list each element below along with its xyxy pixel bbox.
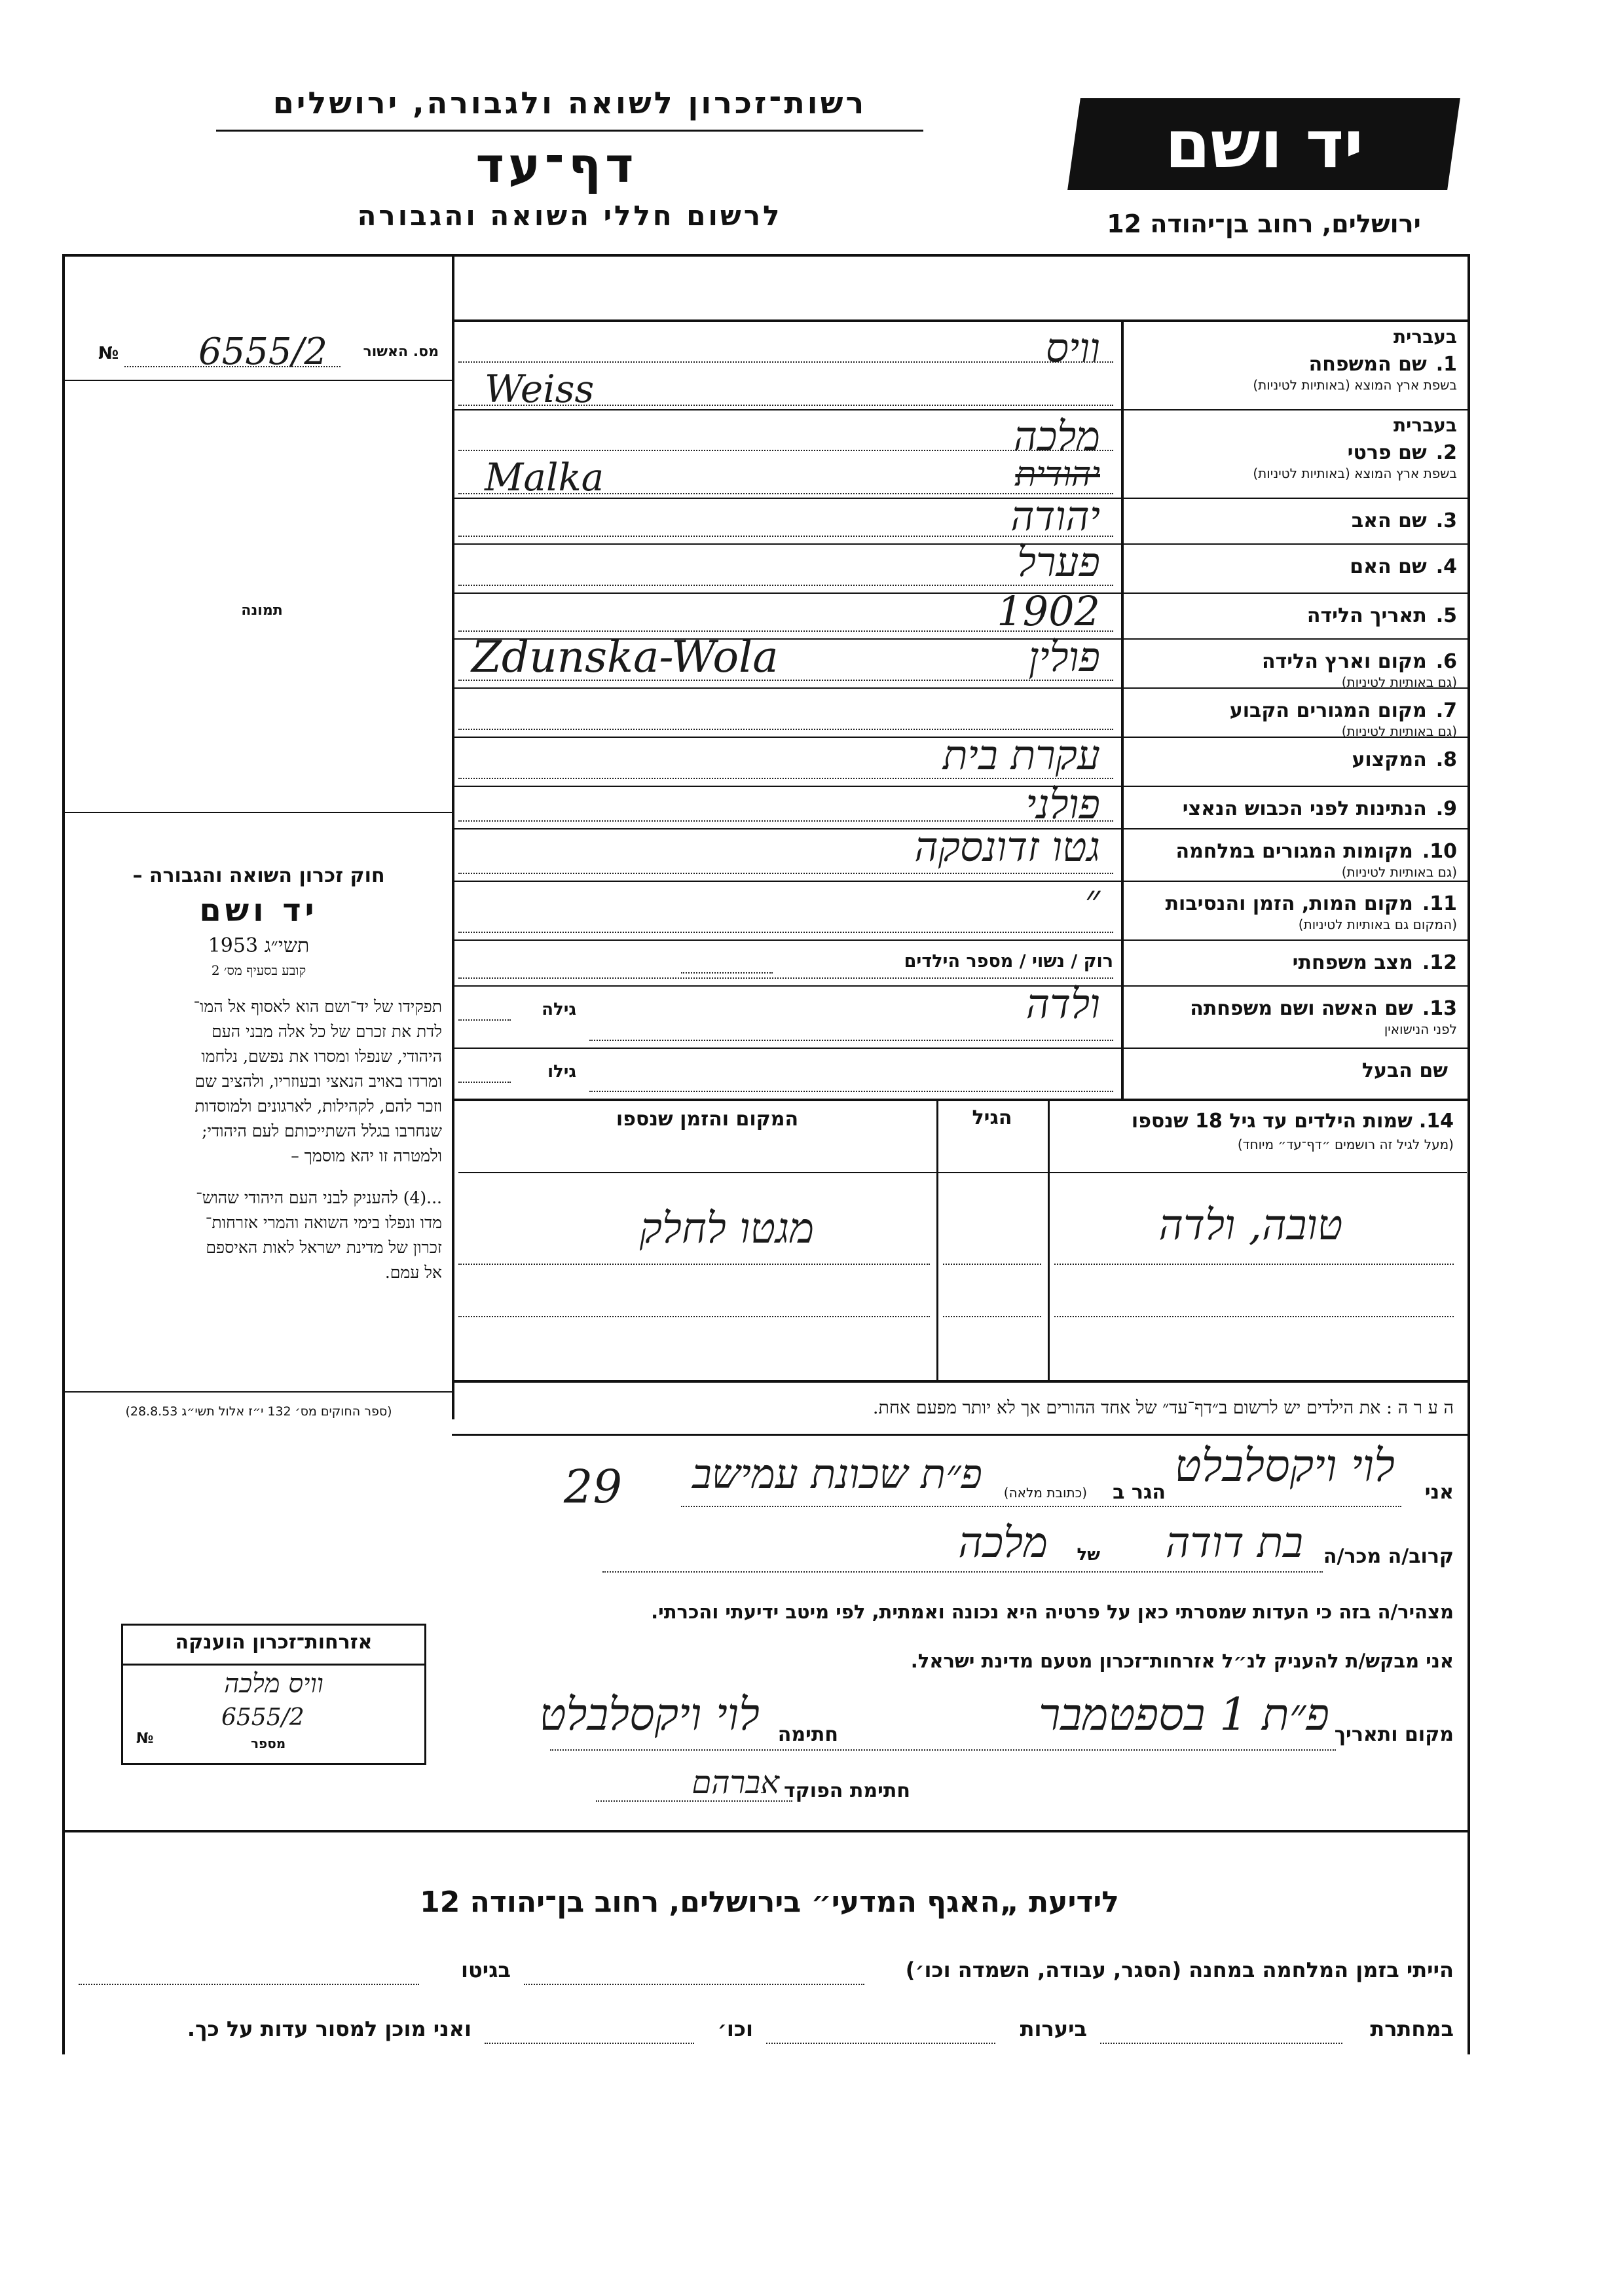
law-name: יד ושם xyxy=(199,892,318,929)
field-number: 11. xyxy=(1422,892,1457,915)
field-value: ולדה xyxy=(1025,980,1100,1028)
cert-number-value: 6555/2 xyxy=(198,331,327,373)
memorial-box-title: אזרחות־זכרון הוענקה xyxy=(123,1626,424,1666)
field-number: 8. xyxy=(1435,748,1457,771)
field-value-latin: Malka xyxy=(485,455,604,500)
declarant-address: פ״ת שכונת עמישב xyxy=(692,1450,982,1498)
children-place-header: המקום והזמן שנספו xyxy=(616,1108,799,1131)
yad-vashem-logo xyxy=(1067,98,1460,190)
field-number: 4. xyxy=(1435,555,1457,578)
field-number: 12. xyxy=(1422,951,1457,974)
field-label-8 xyxy=(1130,742,1457,771)
field-number: 1. xyxy=(1435,353,1457,376)
marital-status-options: רוק / נשוי / מספר הילדים xyxy=(904,951,1113,972)
photo-label: תמונה xyxy=(241,602,283,619)
field-label-text: שם הבעל xyxy=(1361,1059,1448,1082)
relation-value: בת דודה xyxy=(1165,1519,1303,1567)
authority-title: רשות־זכרון לשואה ולגבורה, ירושלים xyxy=(272,85,867,120)
field-label-11 xyxy=(1130,886,1457,932)
field-value-latin: Zdunska-Wola xyxy=(471,632,779,682)
field-value-latin: Weiss xyxy=(485,367,595,411)
field-label-text: שם האם xyxy=(1350,555,1427,578)
field-sublabel: בשפת ארץ המוצא (באותיות לטיניות) xyxy=(1253,465,1457,481)
request-text: אני מבקש/ת להעניק לנ״ל אזרחות־זכרון מטעם מדינת ישראל. xyxy=(910,1650,1454,1672)
frame-top xyxy=(62,254,1470,257)
law-paragraph-1: תפקידו של יד־ושם הוא לאסוף אל המו־ לדת את זכרם של כל אלה מבני העם היהודי, שנפלו ומסרו את נפשם, נלחמו ומרדו באויב הנאצי ובעוזריו, ולהציב שם וזכר להם, לקהילות, לארגונים ולמוסדות שנחרבו בגלל השתייכותם לעם היהודי; ולמטרה זו יהא מוסמך – xyxy=(193,997,442,1165)
children-note: ה ע ר ה : את הילדים יש לרשום ב״דף־עד״ של אחד ההורים אך לא יותר מפעם אחת. xyxy=(872,1398,1454,1418)
field-label-text: מקום וארץ הלידה xyxy=(1261,650,1427,673)
field-label-text: הנתינות לפני הכבוש הנאצי xyxy=(1182,797,1427,820)
memorial-box-name: וויס מלכה xyxy=(224,1669,323,1699)
footer-line-2 xyxy=(79,2016,1454,2049)
officer-line xyxy=(406,1764,1454,1807)
field-number: 3. xyxy=(1435,509,1457,532)
field-tag: בעברית xyxy=(1393,326,1457,348)
declarant-signature: לוי ויקסלבלט xyxy=(539,1689,760,1741)
children-names: טובה, ולדה xyxy=(1158,1201,1343,1250)
field-label-13 xyxy=(1130,991,1457,1037)
declarant-line-3 xyxy=(406,1689,1454,1761)
field-value-hebrew: וויס xyxy=(1045,324,1100,372)
field-label-text: מקומות המגורים במלחמה xyxy=(1175,840,1413,863)
field-label-14 xyxy=(1130,1053,1457,1082)
i-label: אני xyxy=(1424,1481,1454,1504)
field-label-text: שם המשפחה xyxy=(1308,353,1427,376)
declarant-apartment: 29 xyxy=(563,1460,622,1514)
children-label: שמות הילדים עד גיל 18 שנספו xyxy=(1131,1110,1412,1133)
field-label-4 xyxy=(1130,549,1457,578)
field-sublabel: (המקום גם באותיות לטיניות) xyxy=(1298,917,1457,932)
field-label-1 xyxy=(1130,326,1457,393)
field-value: גטו זדונסקה xyxy=(914,823,1100,871)
address: ירושלים, רחוב בן־יהודה 12 xyxy=(1107,210,1421,238)
declaration-text: מצהיר/ה בזה כי העדות שמסרתי כאן על פרטיה היא נכונה ואמתית, לפי מיטב ידיעתי והכרתי. xyxy=(651,1601,1454,1623)
field-value: פערל xyxy=(1016,538,1100,586)
footer-forests-label: ביערות xyxy=(1020,2016,1087,2041)
field-sublabel: (גם באותיות לטיניות) xyxy=(1341,864,1457,880)
relation-label: קרוב/ה מכר/ה xyxy=(1323,1545,1454,1568)
officer-signature: אברהם xyxy=(692,1764,779,1801)
law-year: תשי״ג 1953 xyxy=(208,934,310,957)
law-section: קובע בסעיף מס׳ 2 xyxy=(211,962,306,978)
field-number: 2. xyxy=(1435,441,1457,464)
children-num: 14. xyxy=(1418,1110,1454,1133)
field-label-text: שם פרטי xyxy=(1347,441,1427,464)
field-label-5 xyxy=(1130,598,1457,627)
age-label: גילו xyxy=(547,1062,576,1082)
form-title: דף־עד xyxy=(475,137,638,194)
children-place: מגטו לחלק xyxy=(639,1205,815,1253)
resides-label: הגר ב xyxy=(1113,1481,1166,1504)
law-title: חוק זכרון השואה והגבורה – xyxy=(132,864,385,887)
children-age-header: הגיל xyxy=(972,1106,1012,1129)
place-date-label: מקום ותאריך xyxy=(1334,1723,1454,1746)
cert-number-label: מס. האשור xyxy=(363,344,439,360)
field-label-text: המקצוע xyxy=(1352,748,1427,771)
age-label: גילה xyxy=(542,1000,576,1019)
law-reference: (ספר החוקים מס׳ 132 י״ז אלול תשי״ג 28.8.53) xyxy=(125,1404,392,1419)
field-label-6 xyxy=(1130,644,1457,690)
children-header xyxy=(1061,1110,1454,1152)
officer-label: חתימת הפוקד xyxy=(784,1779,910,1802)
footer-line-1 xyxy=(79,1958,1454,1990)
field-label-7 xyxy=(1130,693,1457,739)
field-value: יהודה xyxy=(1010,492,1100,540)
field-label-3 xyxy=(1130,503,1457,532)
memorial-citizenship-box xyxy=(121,1624,426,1765)
footer-ghetto-label: בגיטו xyxy=(461,1958,511,1982)
memorial-box-number: 6555/2 xyxy=(221,1704,304,1731)
place-date-value: פ״ת 1 בספטמבר xyxy=(1038,1689,1329,1741)
field-value-struck: יהודית xyxy=(1015,455,1100,494)
of-label: של xyxy=(1077,1545,1100,1565)
field-label-text: מקום המות, הזמן והנסיבות xyxy=(1165,892,1413,915)
field-label-text: שם האב xyxy=(1351,509,1427,532)
declarant-line-1 xyxy=(406,1440,1454,1514)
field-number: 10. xyxy=(1422,840,1457,863)
footer-camp-text: הייתי בזמן המלחמה במחנה (הסגר, עבודה, השמדה וכו׳) xyxy=(905,1958,1454,1982)
field-label-text: שם האשה ושם משפחתה xyxy=(1190,997,1413,1020)
field-label-9 xyxy=(1130,791,1457,820)
footer-heading: לידיעת „האגף המדעי״ בירושלים, רחוב בן־יהודה 12 xyxy=(420,1886,1119,1919)
field-label-text: מקום המגורים הקבוע xyxy=(1229,699,1427,722)
of-name: מלכה xyxy=(958,1519,1048,1567)
field-label-12 xyxy=(1130,945,1457,974)
field-value: פולין xyxy=(1028,633,1100,681)
cert-number-row xyxy=(98,331,439,373)
field-sublabel: (גם באותיות לטיניות) xyxy=(1341,723,1457,739)
memorial-box-no-prefix: № xyxy=(136,1730,154,1747)
field-tag: בעברית xyxy=(1393,414,1457,436)
signature-label: חתימה xyxy=(777,1723,838,1746)
cert-number-prefix: № xyxy=(98,344,119,363)
children-sub: (מעל לגיל זה רושמים ״דף־עד״ מיוחד) xyxy=(1237,1137,1454,1152)
memorial-box-no-label: מספר xyxy=(251,1736,286,1751)
field-value: ״ xyxy=(1084,875,1100,923)
field-sublabel: לפני הנישואין xyxy=(1384,1021,1457,1037)
form-subtitle: לרשום חללי השואה והגבורה xyxy=(357,200,783,232)
field-sublabel: (גם באותיות לטיניות) xyxy=(1341,674,1457,690)
field-label-text: תאריך הלידה xyxy=(1306,604,1427,627)
field-label-10 xyxy=(1130,833,1457,880)
field-number: 6. xyxy=(1435,650,1457,673)
field-value: פולני xyxy=(1025,780,1100,828)
field-number: 9. xyxy=(1435,797,1457,820)
declarant-name: לוי ויקסלבלט xyxy=(1174,1440,1395,1492)
law-block xyxy=(75,864,442,1285)
field-value: עקרת בית xyxy=(942,731,1100,779)
field-label-2 xyxy=(1130,414,1457,481)
field-value: 1902 xyxy=(997,587,1100,635)
footer-etc-label: וכו׳ xyxy=(717,2016,753,2041)
field-number: 5. xyxy=(1435,604,1457,627)
footer-underground-label: במחתרת xyxy=(1370,2016,1454,2041)
field-number: 13. xyxy=(1422,997,1457,1020)
law-paragraph-2: ...(4) להעניק לבני העם היהודי שהוש־ מדו ונפלו בימי השואה והמרי אזרחות־ זכרון של מדינת ישראל לאות האיספם אל עמם. xyxy=(196,1188,442,1282)
field-label-text: מצב משפחתי xyxy=(1292,951,1413,974)
address-hint: (כתובת מלאה) xyxy=(1003,1485,1087,1501)
footer-testimony-text: ואני מוכן למסור עדות על כך. xyxy=(187,2016,471,2041)
field-number: 7. xyxy=(1435,699,1457,722)
logo-text: יד ושם xyxy=(1164,105,1363,183)
field-value-hebrew: מלכה xyxy=(1013,412,1100,460)
declarant-line-2 xyxy=(406,1519,1454,1578)
field-sublabel: בשפת ארץ המוצא (באותיות לטיניות) xyxy=(1253,377,1457,393)
